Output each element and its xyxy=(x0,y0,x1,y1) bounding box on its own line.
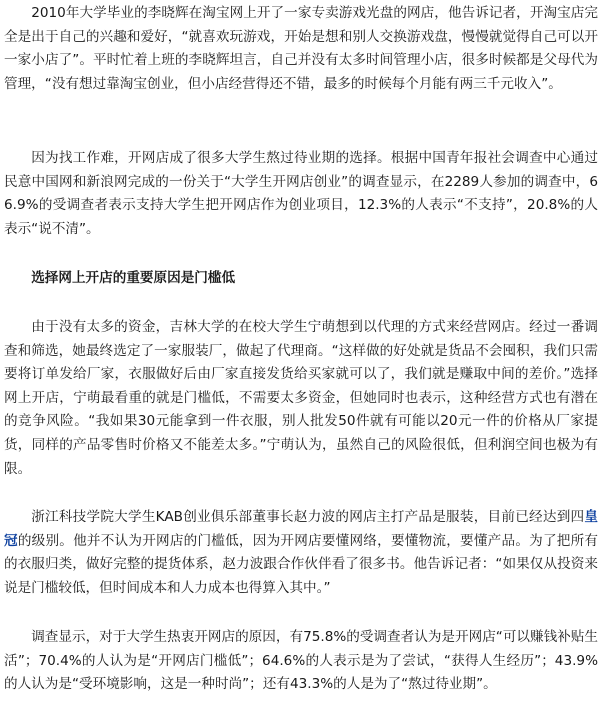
paragraph-4-text-after: 的级别。他并不认为开网店的门槛低，因为开网店要懂网络，要懂物流，要懂产品。为了把所有的衣服归类，做好完整的提货体系，赵力波跟合作伙伴看了很多书。他告诉记者：“如果仅从投资来说是门槛较低，但时间成本和人力成本也得算入其中。” xyxy=(4,532,599,596)
paragraph-5: 调查显示，对于大学生热衷开网店的原因，有75.8%的受调查者认为是开网店“可以赚钱补贴生活”；70.4%的人认为是“开网店门槛低”；64.6%的人表示是为了尝试，“获得人生经历”；43.9%的人认为是“受环境影响，这是一种时尚”；还有43.3%的人是为了“熬过待业期”。 xyxy=(4,629,598,693)
crown-link[interactable]: 皇冠 xyxy=(4,509,598,549)
paragraph-4 xyxy=(4,506,598,600)
paragraph-4-text-before: 浙江科技学院大学生KAB创业俱乐部董事长赵力波的网店主打产品是服装，目前已经达到四 xyxy=(31,509,585,525)
paragraph-3: 由于没有太多的资金，吉林大学的在校大学生宁萌想到以代理的方式来经营网店。经过一番调查和筛选，她最终选定了一家服装厂，做起了代理商。“这样做的好处就是货品不会囤积，我们只需要将订单发给厂家，衣服做好后由厂家直接发货给买家就可以了，我们就是赚取中间的差价。”选择网上开店，宁萌最看重的就是门槛低，不需要太多资金，但她同时也表示，这种经营方式也有潜在的竞争风险。“我如果30元能拿到一件衣服，别人批发50件就有可能以20元一件的价格从厂家提货，同样的产品零售时价格又不能差太多。”宁萌认为，虽然自己的风险很低，但利润空间也极为有限。 xyxy=(4,319,598,477)
paragraph-1: 2010年大学毕业的李晓辉在淘宝网上开了一家专卖游戏光盘的网店，他告诉记者，开淘宝店完全是出于自己的兴趣和爱好，“就喜欢玩游戏，开始是想和别人交换游戏盘，慢慢就觉得自己可以开一家小店了”。平时忙着上班的李晓辉坦言，自己并没有太多时间管理小店，很多时候都是父母代为管理，“没有想过靠淘宝创业，但小店经营得还不错，最多的时候每个月能有两三千元收入”。 xyxy=(4,5,598,92)
paragraph-2: 因为找工作难，开网店成了很多大学生熬过待业期的选择。根据中国青年报社会调查中心通过民意中国网和新浪网完成的一份关于“大学生开网店创业”的调查显示，在2289人参加的调查中，66.9%的受调查者表示支持大学生把开网店作为创业项目，12.3%的人表示“不支持”，20.8%的人表示“说不清”。 xyxy=(4,150,598,237)
section-heading: 选择网上开店的重要原因是门槛低 xyxy=(31,270,236,286)
